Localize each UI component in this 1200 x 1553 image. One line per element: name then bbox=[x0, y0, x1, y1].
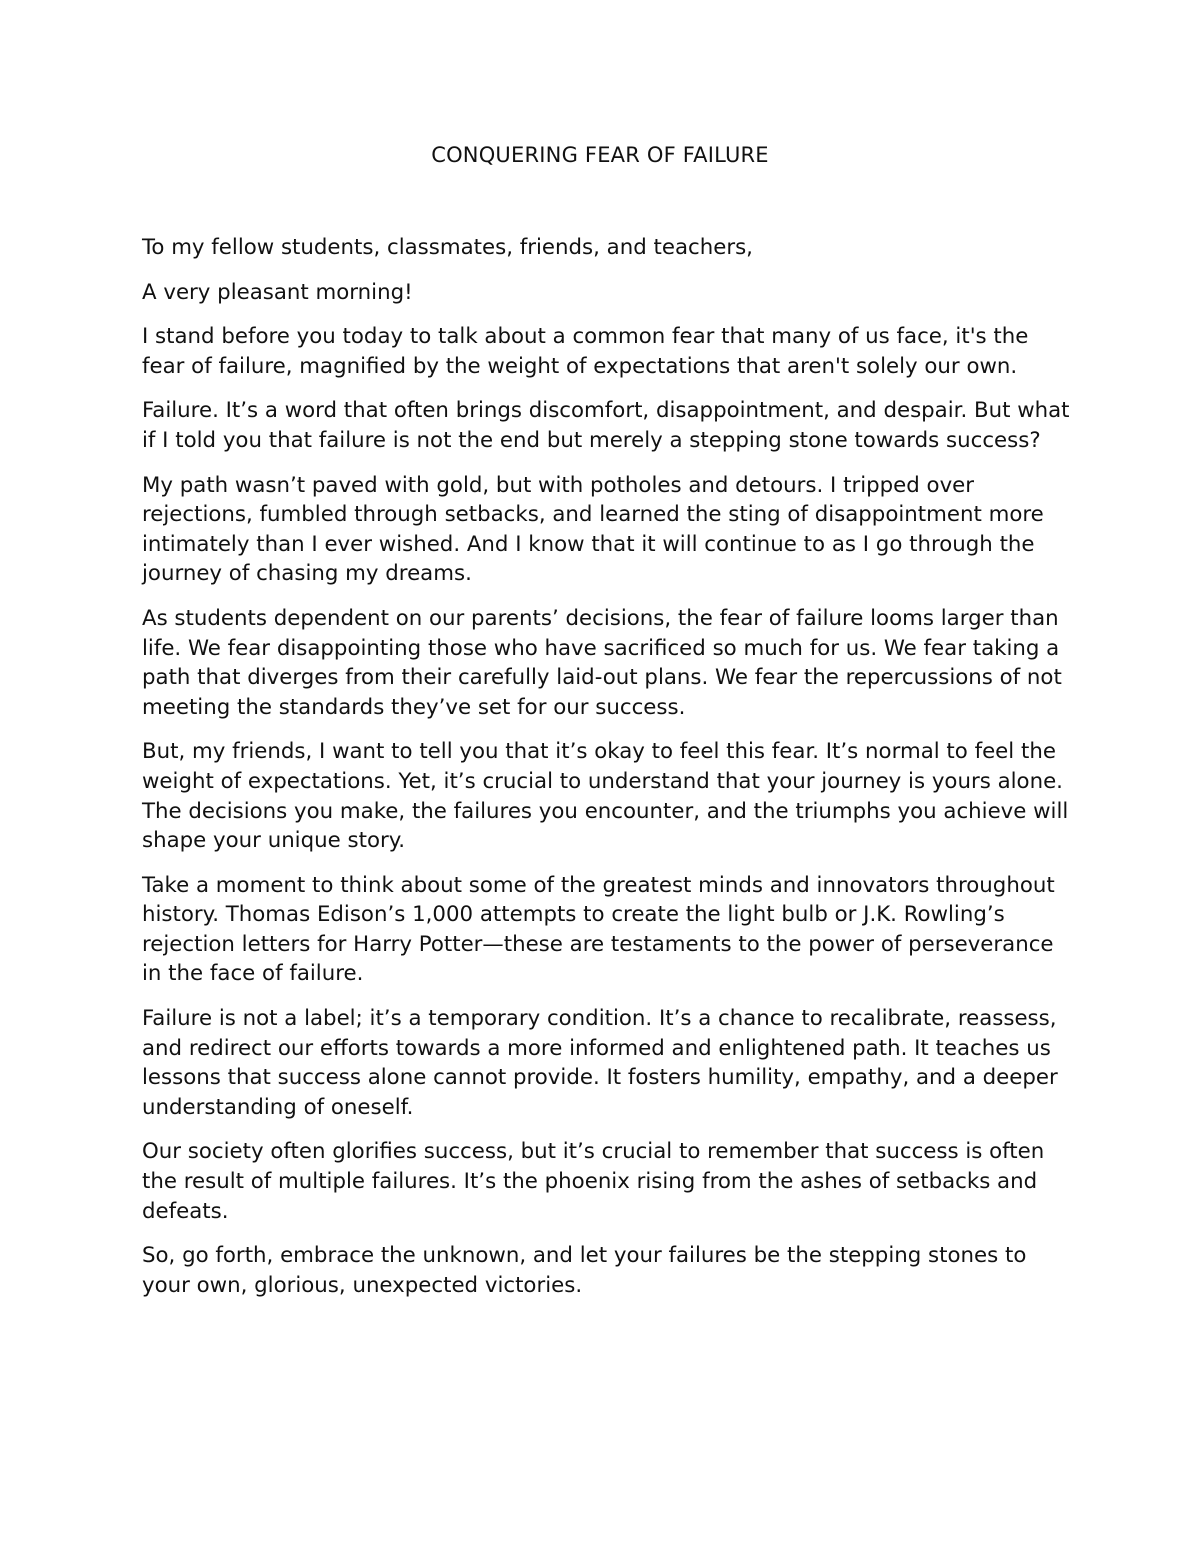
paragraph-parents-expectations: As students dependent on our parents’ decisions, the fear of failure looms larger than life. We fear disappointing those who have sacrificed so much for us. We fear taking a path that diverges from their carefully laid-out plans. We fear the repercussions of not meeting the standards they’ve set for our success. bbox=[142, 605, 1062, 720]
paragraph-introduction: I stand before you today to talk about a common fear that many of us face, it's the fear of failure, magnified by the weight of expectations that aren't solely our own. bbox=[142, 324, 1029, 379]
paragraph-salutation: To my fellow students, classmates, friends, and teachers, bbox=[142, 235, 753, 260]
paragraph-society-success: Our society often glorifies success, but it’s crucial to remember that success is often the result of multiple failures. It’s the phoenix rising from the ashes of setbacks and defeats. bbox=[142, 1139, 1045, 1224]
paragraph-personal-path: My path wasn’t paved with gold, but with potholes and detours. I tripped over rejections, fumbled through setbacks, and learned the sting of disappointment more intimately than I ever wished. And I know that it will continue to as I go through the journey of chasing my dreams. bbox=[142, 472, 1044, 587]
paragraph-okay-to-fear: But, my friends, I want to tell you that it’s okay to feel this fear. It’s normal to feel the weight of expectations. Yet, it’s crucial to understand that your journey is yours alone. The decisions you make, the failures you encounter, and the triumphs you achieve will shape your unique story. bbox=[142, 739, 1069, 854]
document-title: CONQUERING FEAR OF FAILURE bbox=[431, 143, 769, 167]
paragraph-greeting: A very pleasant morning! bbox=[142, 279, 413, 305]
paragraph-temporary-condition: Failure is not a label; it’s a temporary condition. It’s a chance to recalibrate, reassess, and redirect our efforts towards a more informed and enlightened path. It teaches us lessons that success alone cannot provide. It fosters humility, empathy, and a deeper understanding of oneself. bbox=[142, 1006, 1058, 1120]
document-body bbox=[142, 233, 1072, 1300]
paragraph-failure-definition: Failure. It’s a word that often brings discomfort, disappointment, and despair. But what if I told you that failure is not the end but merely a stepping stone towards success? bbox=[142, 398, 1070, 453]
paragraph-closing: So, go forth, embrace the unknown, and let your failures be the stepping stones to your own, glorious, unexpected victories. bbox=[142, 1243, 1027, 1298]
paragraph-innovators: Take a moment to think about some of the greatest minds and innovators throughout history. Thomas Edison’s 1,000 attempts to create the light bulb or J.K. Rowling’s rejection letters for Harry Potter—these are testaments to the power of perseverance in the face of failure. bbox=[142, 872, 1055, 987]
